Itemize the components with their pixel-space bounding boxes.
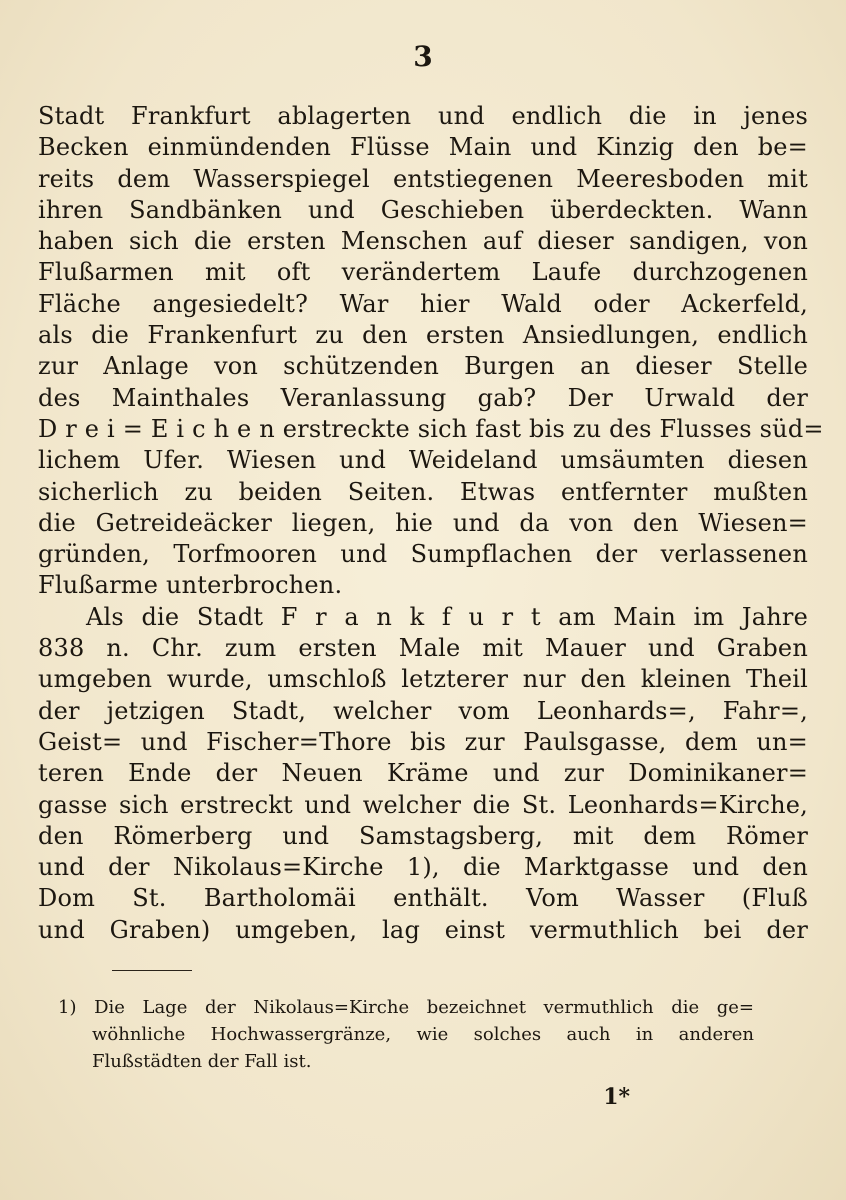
body-line: reits dem Wasserspiegel entstiegenen Meeresboden mit (38, 164, 808, 193)
body-line: Becken einmündenden Flüsse Main und Kinzig den be= (38, 133, 808, 162)
footnote-divider (112, 970, 192, 971)
body-line: Geist= und Fischer=Thore bis zur Paulsgasse, dem un= (38, 727, 808, 756)
footnote-line: 1) Die Lage der Nikolaus=Kirche bezeichnet vermuthlich die ge= (58, 997, 754, 1018)
footnote-line: wöhnliche Hochwassergränze, wie solches auch in anderen (92, 1024, 754, 1045)
body-line: den Römerberg und Samstagsberg, mit dem Römer (38, 821, 808, 850)
body-line: lichem Ufer. Wiesen und Weideland umsäumten diesen (38, 446, 808, 475)
body-line: die Getreideäcker liegen, hie und da von den Wiesen= (38, 508, 808, 537)
body-line: Flußarmen mit oft verändertem Laufe durchzogenen (38, 258, 808, 287)
body-line: und Graben) umgeben, lag einst vermuthlich bei der (38, 915, 808, 944)
body-line: der jetzigen Stadt, welcher vom Leonhards=, Fahr=, (38, 696, 808, 725)
page-number: 3 (413, 40, 433, 73)
footnotes (58, 994, 754, 1075)
body-line: 838 n. Chr. zum ersten Male mit Mauer und Graben (38, 634, 808, 663)
body-line: umgeben wurde, umschloß letzterer nur den kleinen Theil (38, 665, 808, 694)
signature-mark: 1* (603, 1084, 630, 1110)
body-line: gasse sich erstreckt und welcher die St. Leonhards=Kirche, (38, 790, 808, 819)
body-line: zur Anlage von schützenden Burgen an dieser Stelle (38, 352, 808, 381)
body-line-paragraph-start: Als die Stadt F r a n k f u r t am Main im Jahre (86, 602, 808, 631)
body-line: Dom St. Bartholomäi enthält. Vom Wasser (Fluß (38, 884, 808, 913)
body-line: teren Ende der Neuen Kräme und zur Dominikaner= (38, 759, 808, 788)
body-line: des Mainthales Veranlassung gab? Der Urwald der (38, 383, 808, 412)
body-line: als die Frankenfurt zu den ersten Ansiedlungen, endlich (38, 321, 808, 350)
body-line: und der Nikolaus=Kirche 1), die Marktgasse und den (38, 853, 808, 882)
body-line: haben sich die ersten Menschen auf dieser sandigen, von (38, 227, 808, 256)
body-text (38, 101, 824, 946)
body-line: D r e i = E i c h e n erstreckte sich fast bis zu des Flusses süd= (38, 414, 824, 443)
footnote-line: Flußstädten der Fall ist. (92, 1051, 312, 1072)
body-line-paragraph-end: Flußarme unterbrochen. (38, 571, 343, 600)
body-line: ihren Sandbänken und Geschieben überdeckten. Wann (38, 195, 808, 224)
body-line: Stadt Frankfurt ablagerten und endlich die in jenes (38, 102, 808, 130)
body-line: Fläche angesiedelt? War hier Wald oder Ackerfeld, (38, 289, 808, 318)
body-line: gründen, Torfmooren und Sumpflachen der verlassenen (38, 540, 808, 569)
body-line: sicherlich zu beiden Seiten. Etwas entfernter mußten (38, 477, 808, 506)
